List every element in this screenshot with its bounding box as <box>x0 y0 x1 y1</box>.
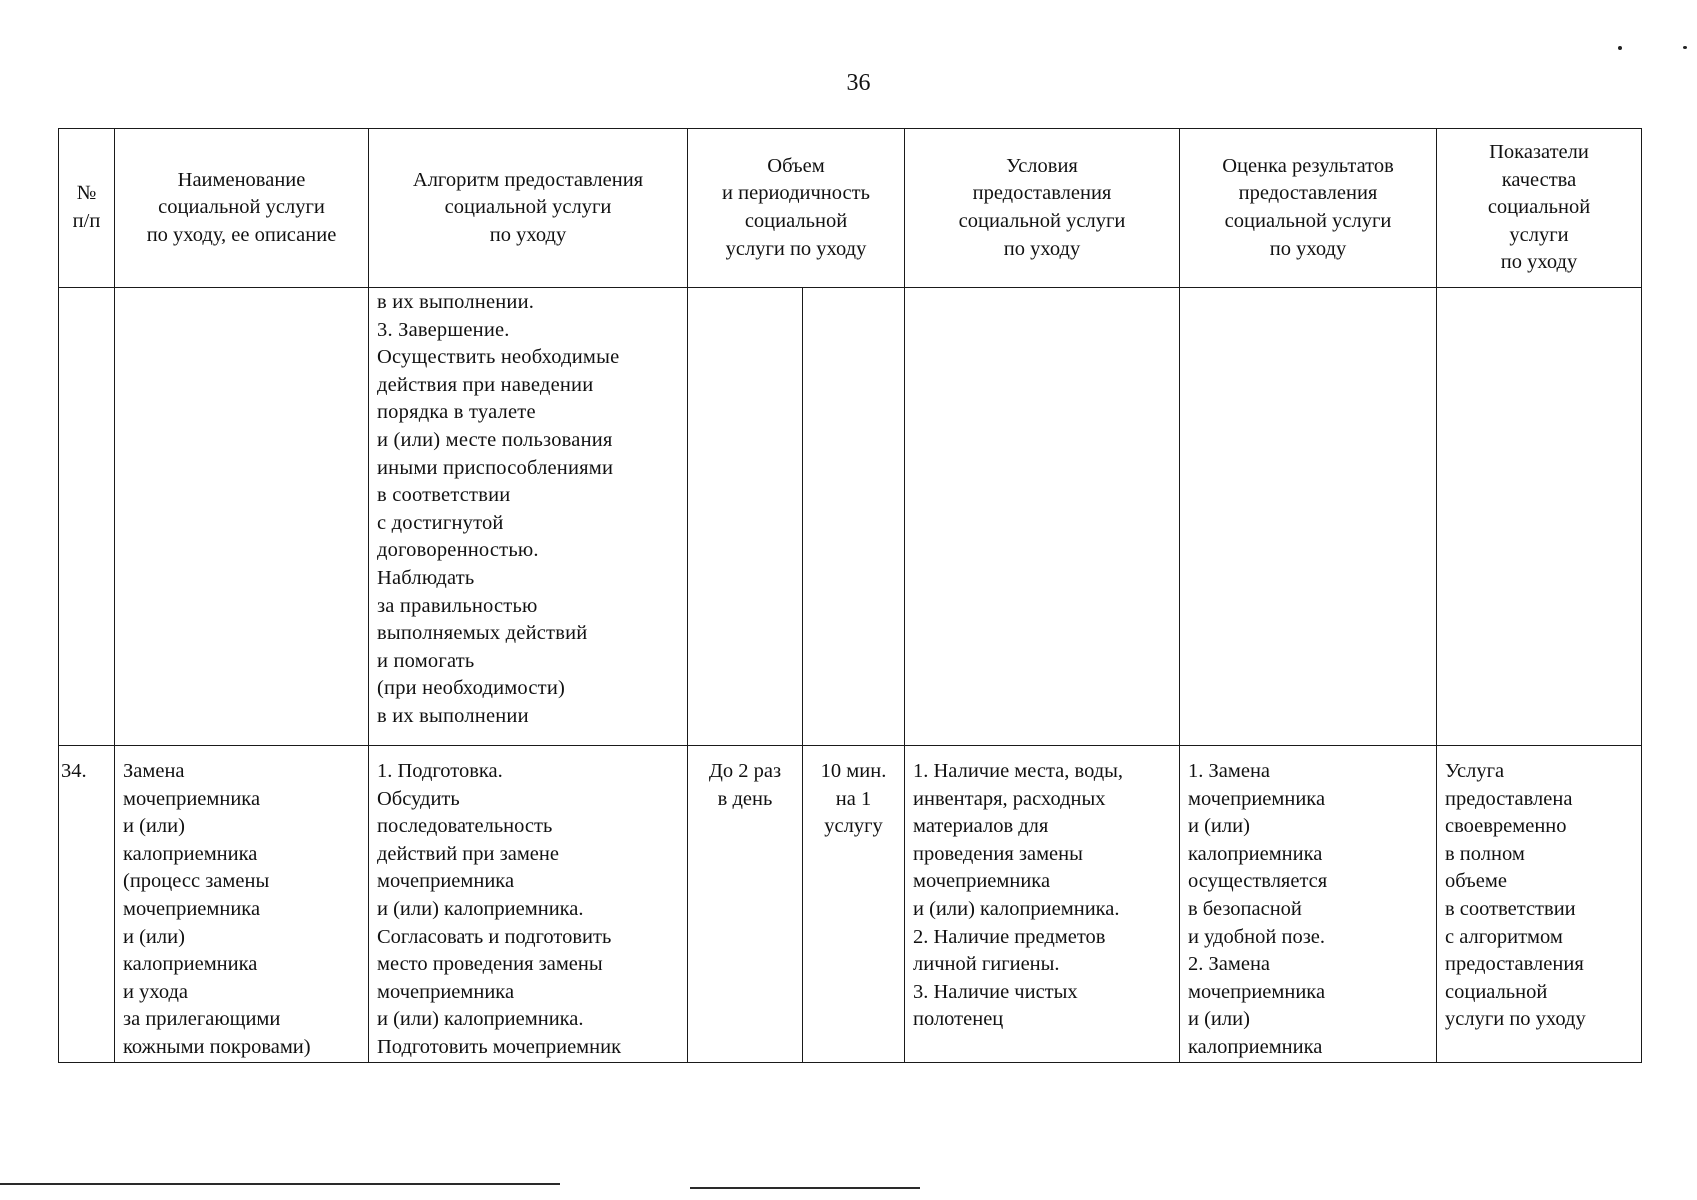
header-algorithm: Алгоритм предоставления социальной услуги по уходу <box>369 129 688 288</box>
header-evaluation: Оценка результатов предоставления социальной услуги по уходу <box>1180 129 1437 288</box>
table-header-row <box>59 129 1642 288</box>
cell-volume <box>803 288 905 746</box>
cell-algorithm: 1. Подготовка. Обсудить последовательность действий при замене мочеприемника и (или) калоприемника. Согласовать и подготовить место проведения замены мочеприемника и (или) калоприемника. Подготовить мочеприемник <box>369 746 688 1063</box>
cell-conditions: 1. Наличие места, воды, инвентаря, расходных материалов для проведения замены мочеприемника и (или) калоприемника. 2. Наличие предметов личной гигиены. 3. Наличие чистых полотенец <box>905 746 1180 1063</box>
page-number: 36 <box>846 70 871 96</box>
social-service-table <box>58 128 1642 1063</box>
header-number: № п/п <box>59 129 115 288</box>
cell-number: 34. <box>59 746 115 1063</box>
cell-service-name: Замена мочеприемника и (или) калоприемника (процесс замены мочеприемника и (или) калоприемника и ухода за прилегающими кожными покровами) <box>115 746 369 1063</box>
cell-frequency <box>688 288 803 746</box>
cell-evaluation <box>1180 288 1437 746</box>
cell-evaluation: 1. Замена мочеприемника и (или) калоприемника осуществляется в безопасной и удобной позе. 2. Замена мочеприемника и (или) калоприемника <box>1180 746 1437 1063</box>
header-volume-frequency: Объем и периодичность социальной услуги по уходу <box>688 129 905 288</box>
table-row <box>59 746 1642 1063</box>
cell-frequency: До 2 раз в день <box>688 746 803 1063</box>
cell-algorithm: в их выполнении. 3. Завершение. Осуществить необходимые действия при наведении порядка в туалете и (или) месте пользования иными приспособлениями в соответствии с достигнутой договоренностью. Наблюдать за правильностью выполняемых действий и помогать (при необходимости) в их выполнении <box>369 288 688 746</box>
header-conditions: Условия предоставления социальной услуги по уходу <box>905 129 1180 288</box>
cell-service-name <box>115 288 369 746</box>
cell-quality <box>1437 288 1642 746</box>
cell-volume: 10 мин. на 1 услугу <box>803 746 905 1063</box>
cell-conditions <box>905 288 1180 746</box>
scan-speck <box>1683 46 1687 49</box>
cell-quality: Услуга предоставлена своевременно в полном объеме в соответствии с алгоритмом предоставления социальной услуги по уходу <box>1437 746 1642 1063</box>
header-quality: Показатели качества социальной услуги по уходу <box>1437 129 1642 288</box>
scan-speck <box>1618 46 1622 50</box>
cell-number <box>59 288 115 746</box>
table-row <box>59 288 1642 746</box>
header-service-name: Наименование социальной услуги по уходу, ее описание <box>115 129 369 288</box>
footer-rule <box>0 1183 560 1185</box>
footer-rule <box>690 1187 920 1189</box>
